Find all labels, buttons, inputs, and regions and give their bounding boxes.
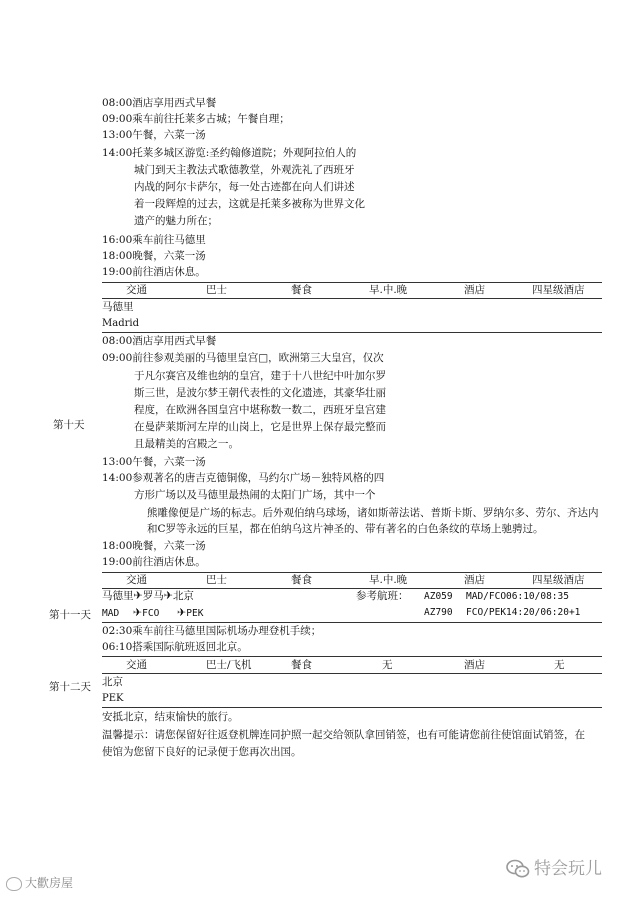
day9-line: 09:00乘车前往托莱多古城；午餐自理；	[102, 113, 290, 125]
day10-city: 马德里	[102, 301, 134, 313]
day11-codes	[102, 606, 203, 621]
day10-line: 斯三世，是波尔梦王朝代表性的文化遗迹，其豪华壮丽	[134, 387, 386, 399]
day9-line: 城门到天主教法式歌德教堂，外观洗礼了西班牙	[134, 164, 355, 176]
info-meal-label: 餐食	[291, 574, 312, 586]
divider	[102, 298, 602, 299]
day-label: 第十一天	[49, 609, 91, 621]
day9-line: 内战的阿尔卡萨尔，每一处古迹都在向人们讲述	[134, 181, 355, 193]
info-hotel-label: 酒店	[464, 659, 485, 671]
day9-line: 08:00酒店享用西式早餐	[102, 97, 217, 109]
route-code: FCO	[142, 608, 160, 619]
info-transport-value: 巴士	[206, 574, 227, 586]
watermark-left: 大歡房屋	[6, 874, 73, 891]
airplane-icon: ✈	[132, 606, 143, 619]
route-city: 北京	[172, 590, 194, 602]
airplane-icon: ✈	[177, 606, 187, 619]
divider	[102, 707, 602, 708]
info-meal-value: 早.中.晚	[369, 284, 408, 296]
divider	[102, 572, 602, 573]
divider	[102, 282, 602, 283]
day11-route	[102, 589, 194, 603]
day12-city-en: PEK	[102, 693, 124, 704]
weibo-icon	[6, 877, 22, 891]
day9-line: 18:00晚餐，六菜一汤	[102, 250, 206, 262]
route-city: 罗马	[142, 590, 164, 602]
flight-number: AZ790	[424, 607, 453, 618]
travel-tip: 使馆为您留下良好的记录便于您再次出国。	[102, 746, 302, 758]
day10-line: 程度，在欧洲各国皇宫中堪称数一数二，西班牙皇宫建	[134, 404, 386, 416]
info-hotel-value: 无	[554, 659, 565, 671]
info-transport-label: 交通	[126, 284, 147, 296]
day9-line: 14:00托莱多城区游览:圣约翰修道院；外观阿拉伯人的	[102, 147, 357, 159]
ref-flight-label: 参考航班：	[356, 590, 409, 602]
day10-line: 在曼萨莱斯河左岸的山岗上，它是世界上保存最完整而	[134, 421, 386, 433]
day9-line: 13:00午餐，六菜一汤	[102, 129, 206, 141]
info-transport-label: 交通	[126, 574, 147, 586]
day12-city: 北京	[102, 676, 123, 688]
day10-line: 熊雕像便是广场的标志。后外观伯纳乌球场，诸如斯蒂法诺、普斯卡斯、罗纳尔多、劳尔、齐达内	[147, 507, 599, 519]
route-code: PEK	[186, 608, 204, 619]
day10-line: 且最精美的宫殿之一。	[134, 438, 239, 450]
day10-line: 方形广场以及马德里最热闹的太阳门广场，其中一个	[134, 489, 376, 501]
info-transport-value: 巴士	[206, 284, 227, 296]
day-label: 第十天	[53, 419, 85, 431]
day10-line: 和C罗等永远的巨星，都在伯纳乌这片神圣的、带有著名的白色条纹的草场上驰骋过。	[147, 523, 544, 535]
wechat-icon	[506, 859, 530, 879]
route-code: MAD	[102, 608, 120, 619]
flight-time: MAD/FCO06:10/08:35	[466, 591, 569, 602]
travel-tip: 温馨提示：请您保留好往返登机牌连同护照一起交给领队拿回销签，也有可能请您前往使馆面试销签，在	[102, 729, 585, 741]
flight-number: AZ059	[424, 591, 453, 602]
flight-time: FCO/PEK14:20/06:20+1	[466, 607, 581, 618]
info-transport-label: 交通	[126, 659, 147, 671]
day12-line: 安抵北京，结束愉快的旅行。	[102, 711, 239, 723]
info-meal-value: 无	[382, 659, 393, 671]
day10-city-en: Madrid	[102, 318, 139, 329]
day9-line: 着一段辉煌的过去，这就是托莱多被称为世界文化	[134, 198, 365, 210]
day9-line: 遗产的魅力所在；	[134, 215, 218, 227]
day11-line: 06:10搭乘国际航班返回北京。	[102, 641, 248, 653]
info-hotel-value: 四星级酒店	[532, 284, 585, 296]
day10-line: 08:00酒店享用西式早餐	[102, 335, 217, 347]
airplane-icon: ✈	[133, 589, 143, 602]
day9-line: 16:00乘车前往马德里	[102, 234, 206, 246]
info-hotel-value: 四星级酒店	[532, 574, 585, 586]
day-label: 第十二天	[49, 681, 91, 693]
day10-line: 18:00晚餐，六菜一汤	[102, 540, 206, 552]
day9-line: 19:00前往酒店休息。	[102, 266, 206, 278]
watermark-right: 特会玩儿	[506, 854, 602, 879]
info-hotel-label: 酒店	[464, 284, 485, 296]
info-meal-value: 早.中.晚	[369, 574, 408, 586]
day10-line: 于凡尔赛宫及维也纳的皇宫，建于十八世纪中叶加尔罗	[134, 370, 386, 382]
day10-line: 13:00午餐，六菜一汤	[102, 456, 206, 468]
day10-line: 09:00前往参观美丽的马德里皇宫□，欧洲第三大皇宫，仅次	[102, 352, 384, 364]
info-transport-value: 巴士/飞机	[206, 659, 252, 671]
day10-line: 19:00前往酒店休息。	[102, 556, 206, 568]
info-meal-label: 餐食	[291, 659, 312, 671]
info-meal-label: 餐食	[291, 284, 312, 296]
divider	[102, 656, 602, 657]
route-city: 马德里	[102, 590, 134, 602]
day10-line: 14:00参观著名的唐吉克德铜像，马约尔广场－独特风格的四	[102, 472, 385, 484]
divider	[102, 673, 602, 674]
divider	[102, 622, 602, 623]
info-hotel-label: 酒店	[464, 574, 485, 586]
airplane-icon: ✈	[163, 589, 173, 602]
divider	[102, 332, 602, 333]
day11-line: 02:30乘车前往马德里国际机场办理登机手续；	[102, 625, 322, 637]
